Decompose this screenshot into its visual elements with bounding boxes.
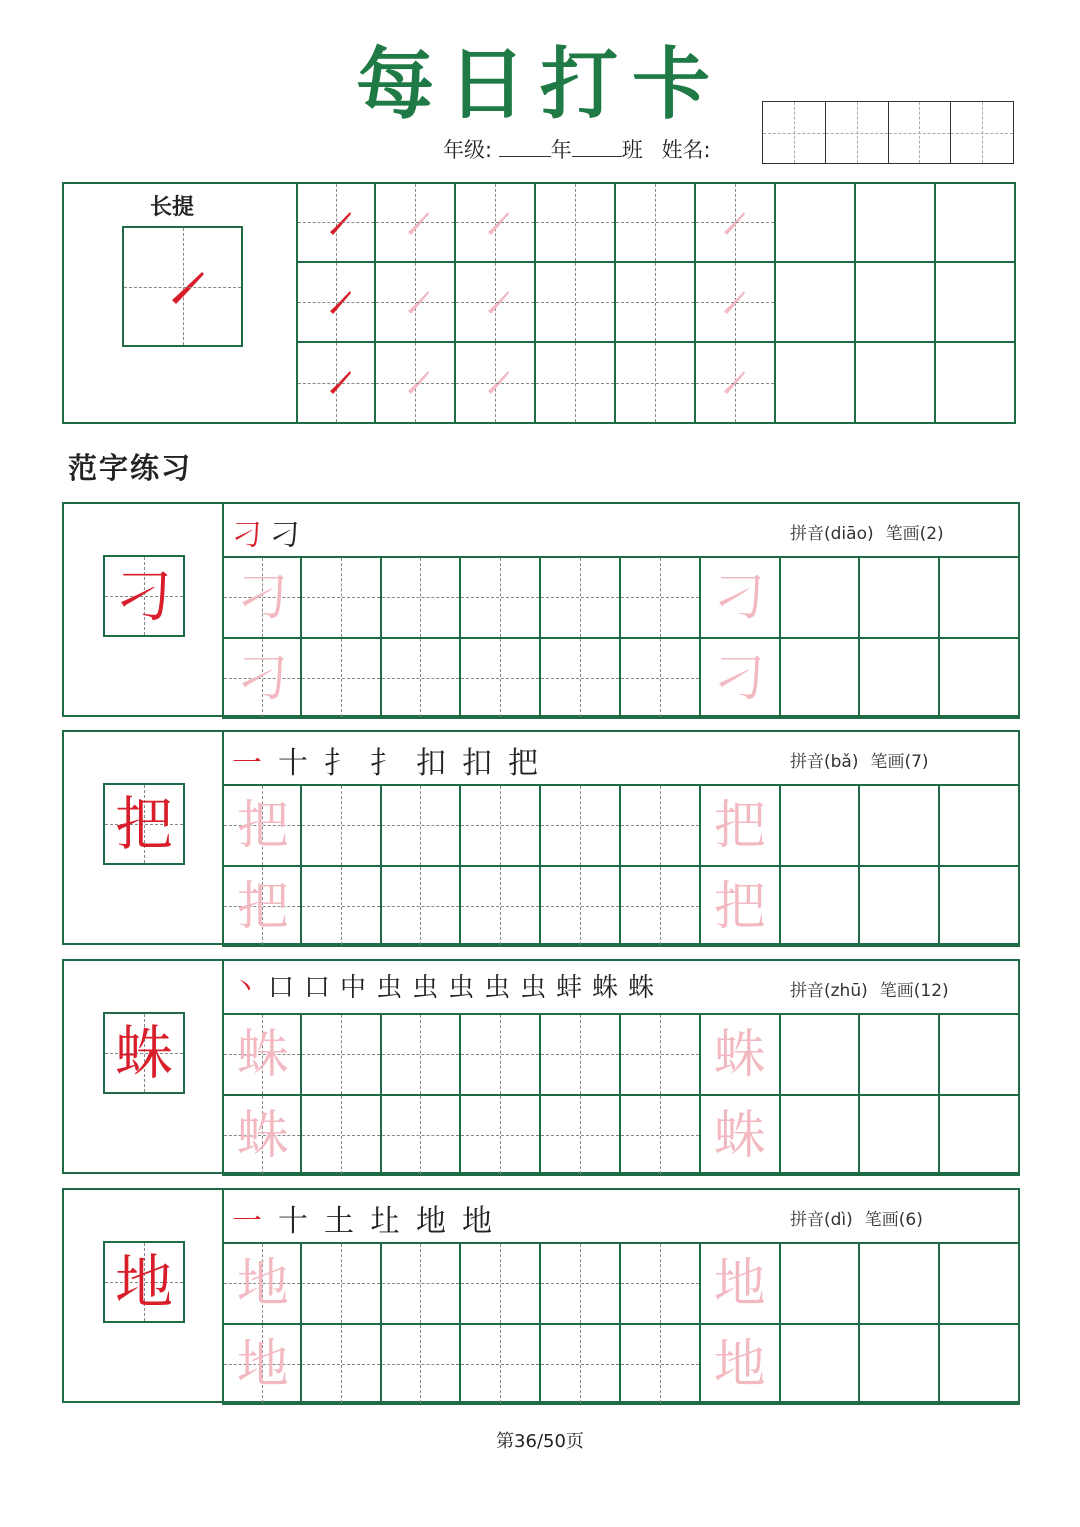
writing-practice-cell[interactable] [779,784,861,867]
stroke-practice-cell[interactable] [374,341,456,424]
trace-character: 地 [236,1254,289,1314]
writing-practice-cell[interactable] [938,865,1020,948]
stroke-order-step: 圵 [370,1204,400,1239]
stroke-practice-cell[interactable] [534,341,616,424]
stroke-count-label: 笔画(2) [885,524,944,544]
grade-label: 年级: [443,138,493,162]
stroke-order-sequence [232,738,554,782]
writing-practice-cell[interactable] [699,1323,781,1406]
stroke-order-step: 十 [278,1204,308,1239]
stroke-order-step: 一 [232,746,262,781]
stroke-sample-icon [298,343,374,419]
stroke-sample-icon [456,184,532,260]
model-character-box [103,1241,185,1323]
writing-practice-cell[interactable] [459,784,541,867]
model-character: 蛛 [114,1019,173,1087]
name-cell[interactable] [951,102,1013,163]
stroke-order-step: 虫 [520,973,547,1003]
pinyin-label: 拼音(bǎ) [790,752,859,772]
stroke-order-step: 地 [416,1204,446,1239]
name-label: 姓名: [661,138,711,162]
trace-character: 蛛 [713,1105,766,1166]
student-info-line [443,134,711,164]
year-label: 年 [550,138,572,162]
model-character: 刁 [114,562,173,630]
stroke-practice-cell[interactable] [614,182,696,263]
writing-practice-cell[interactable] [779,1242,861,1325]
writing-practice-cell[interactable] [938,637,1020,720]
stroke-practice-cell[interactable] [374,261,456,344]
writing-practice-cell[interactable] [539,1013,621,1096]
writing-practice-cell[interactable] [459,1013,541,1096]
model-character-box [103,783,185,865]
stroke-order-step: 虫 [412,973,439,1003]
writing-practice-cell[interactable] [619,865,701,948]
stroke-order-step: 土 [324,1204,354,1239]
model-character-box [103,1012,185,1094]
character-meta [790,747,929,772]
class-label: 班 [621,138,643,162]
writing-practice-cell[interactable] [380,1094,462,1177]
stroke-order-step: 丶 [232,973,259,1003]
writing-practice-cell[interactable] [222,865,302,948]
writing-practice-cell[interactable] [858,1323,940,1406]
writing-practice-cell[interactable] [222,1013,302,1096]
trace-character: 把 [236,876,289,937]
page-title: 每日打卡 [355,39,724,130]
writing-practice-cell[interactable] [459,1242,541,1325]
writing-practice-cell[interactable] [779,1323,861,1406]
stroke-order-step: 口 [304,973,331,1003]
stroke-order-step: 刁 [270,518,300,553]
writing-practice-cell[interactable] [380,865,462,948]
stroke-order-step: 扣 [416,746,446,781]
writing-practice-cell[interactable] [858,1242,940,1325]
writing-practice-cell[interactable] [539,865,621,948]
writing-practice-cell[interactable] [699,1094,781,1177]
grade-blank[interactable] [499,136,551,157]
stroke-order-step: 口 [268,973,295,1003]
stroke-order-step: 扣 [462,746,492,781]
writing-practice-cell[interactable] [300,1013,382,1096]
writing-practice-cell[interactable] [699,784,781,867]
stroke-order-step: 虫 [448,973,475,1003]
character-meta [790,976,949,1001]
stroke-practice-cell[interactable] [774,182,856,263]
writing-practice-cell[interactable] [858,865,940,948]
writing-practice-cell[interactable] [380,1323,462,1406]
stroke-sample-icon [298,184,374,260]
trace-character: 刁 [236,568,289,628]
stroke-demo-box [122,226,243,347]
writing-practice-cell[interactable] [300,1323,382,1406]
stroke-count-label: 笔画(12) [879,981,949,1001]
writing-practice-cell[interactable] [699,637,781,720]
writing-practice-cell[interactable] [300,784,382,867]
stroke-sample-icon [456,343,532,419]
writing-practice-cell[interactable] [858,784,940,867]
writing-practice-cell[interactable] [539,1094,621,1177]
stroke-order-step: 地 [462,1204,492,1239]
trace-character: 地 [713,1334,766,1395]
writing-practice-cell[interactable] [779,1013,861,1096]
writing-practice-cell[interactable] [380,1013,462,1096]
stroke-sample-icon [298,263,374,339]
stroke-order-step: 蛛 [592,973,619,1003]
stroke-order-sequence [232,1196,508,1240]
writing-practice-cell[interactable] [858,637,940,720]
writing-practice-cell[interactable] [300,865,382,948]
stroke-order-step: 中 [340,973,367,1003]
trace-character: 刁 [713,568,766,628]
writing-practice-cell[interactable] [619,1013,701,1096]
writing-practice-cell[interactable] [699,1013,781,1096]
stroke-order-step: 蛛 [628,973,655,1003]
writing-practice-cell[interactable] [222,1094,302,1177]
stroke-practice-cell[interactable] [454,182,536,263]
stroke-order-step: 虫 [376,973,403,1003]
writing-practice-cell[interactable] [459,1323,541,1406]
writing-practice-cell[interactable] [222,637,302,720]
writing-practice-cell[interactable] [459,865,541,948]
writing-practice-cell[interactable] [539,556,621,639]
trace-character: 蛛 [713,1025,766,1085]
writing-practice-cell[interactable] [699,865,781,948]
trace-character: 刁 [713,648,766,709]
name-cell[interactable] [826,102,889,163]
name-grid[interactable] [762,101,1014,164]
stroke-sample-icon [376,184,452,260]
writing-practice-cell[interactable] [619,784,701,867]
writing-practice-cell[interactable] [779,865,861,948]
writing-practice-cell[interactable] [858,1013,940,1096]
writing-practice-cell[interactable] [222,784,302,867]
stroke-practice-cell[interactable] [934,182,1016,263]
writing-practice-cell[interactable] [779,556,861,639]
stroke-practice-cell[interactable] [296,182,376,263]
character-meta [790,519,944,544]
trace-character: 地 [236,1334,289,1395]
writing-practice-cell[interactable] [619,1094,701,1177]
stroke-practice-cell[interactable] [454,341,536,424]
stroke-practice-cell[interactable] [296,261,376,344]
stroke-practice-cell[interactable] [534,182,616,263]
writing-practice-cell[interactable] [222,1323,302,1406]
stroke-order-step: 扌 [370,746,400,781]
class-blank[interactable] [572,136,622,157]
trace-character: 把 [713,796,766,856]
model-character: 把 [114,790,173,858]
pinyin-label: 拼音(diāo) [790,524,874,544]
writing-practice-cell[interactable] [699,556,781,639]
writing-practice-cell[interactable] [779,637,861,720]
stroke-practice-cell[interactable] [534,261,616,344]
writing-practice-cell[interactable] [858,1094,940,1177]
stroke-practice-cell[interactable] [854,341,936,424]
stroke-order-step: 十 [278,746,308,781]
pinyin-label: 拼音(dì) [790,1210,853,1230]
stroke-order-step: 蚌 [556,973,583,1003]
stroke-practice-cell[interactable] [854,261,936,344]
stroke-order-step: 虫 [484,973,511,1003]
stroke-practice-cell[interactable] [614,341,696,424]
stroke-practice-cell[interactable] [934,341,1016,424]
writing-practice-cell[interactable] [380,556,462,639]
writing-practice-cell[interactable] [300,1242,382,1325]
stroke-order-step: 把 [508,746,538,781]
writing-practice-cell[interactable] [938,1013,1020,1096]
stroke-count-label: 笔画(7) [870,752,929,772]
stroke-order-sequence [232,510,308,554]
stroke-practice-cell[interactable] [694,261,776,344]
writing-practice-cell[interactable] [539,1323,621,1406]
writing-practice-cell[interactable] [858,556,940,639]
stroke-sample-icon [696,184,772,260]
trace-character: 刁 [236,648,289,709]
stroke-sample-icon [696,343,772,419]
trace-character: 把 [236,796,289,856]
writing-practice-cell[interactable] [459,556,541,639]
stroke-practice-cell[interactable] [614,261,696,344]
stroke-practice-cell[interactable] [694,182,776,263]
stroke-practice-cell[interactable] [934,261,1016,344]
writing-practice-cell[interactable] [619,1323,701,1406]
stroke-practice-cell[interactable] [454,261,536,344]
model-character: 地 [114,1248,173,1316]
model-character-box [103,555,185,637]
trace-character: 把 [713,876,766,937]
writing-practice-cell[interactable] [459,1094,541,1177]
page-number: 第36/50页 [496,1431,584,1452]
section-heading: 范字练习 [68,451,193,485]
trace-character: 蛛 [236,1025,289,1085]
name-cell[interactable] [889,102,952,163]
stroke-sample-icon [376,343,452,419]
writing-practice-cell[interactable] [380,637,462,720]
name-cell[interactable] [763,102,826,163]
writing-practice-cell[interactable] [619,637,701,720]
writing-practice-cell[interactable] [619,556,701,639]
writing-practice-cell[interactable] [938,1094,1020,1177]
stroke-practice-cell[interactable] [774,261,856,344]
stroke-name: 长提 [150,194,195,220]
writing-practice-cell[interactable] [619,1242,701,1325]
writing-practice-cell[interactable] [222,556,302,639]
stroke-sample-icon [376,263,452,339]
writing-practice-cell[interactable] [300,637,382,720]
stroke-sample-icon [696,263,772,339]
stroke-practice-cell[interactable] [774,341,856,424]
writing-practice-cell[interactable] [938,556,1020,639]
writing-practice-cell[interactable] [938,784,1020,867]
writing-practice-cell[interactable] [300,1094,382,1177]
writing-practice-cell[interactable] [380,784,462,867]
stroke-order-step: 刁 [232,518,262,553]
writing-practice-cell[interactable] [699,1242,781,1325]
stroke-practice-cell[interactable] [694,341,776,424]
trace-character: 蛛 [236,1105,289,1166]
writing-practice-cell[interactable] [938,1323,1020,1406]
writing-practice-cell[interactable] [222,1242,302,1325]
character-meta [790,1205,923,1230]
writing-practice-cell[interactable] [779,1094,861,1177]
stroke-sample-icon [456,263,532,339]
long-rising-stroke-demo [124,228,241,345]
writing-practice-cell[interactable] [539,637,621,720]
trace-character: 地 [713,1254,766,1314]
stroke-practice-cell[interactable] [854,182,936,263]
stroke-practice-cell[interactable] [296,341,376,424]
pinyin-label: 拼音(zhū) [790,981,868,1001]
writing-practice-cell[interactable] [459,637,541,720]
stroke-practice-cell[interactable] [374,182,456,263]
writing-practice-cell[interactable] [539,784,621,867]
stroke-count-label: 笔画(6) [864,1210,923,1230]
stroke-order-step: 扌 [324,746,354,781]
writing-practice-cell[interactable] [938,1242,1020,1325]
writing-practice-cell[interactable] [300,556,382,639]
writing-practice-cell[interactable] [539,1242,621,1325]
stroke-order-step: 一 [232,1204,262,1239]
writing-practice-cell[interactable] [380,1242,462,1325]
stroke-order-sequence [232,967,664,1004]
